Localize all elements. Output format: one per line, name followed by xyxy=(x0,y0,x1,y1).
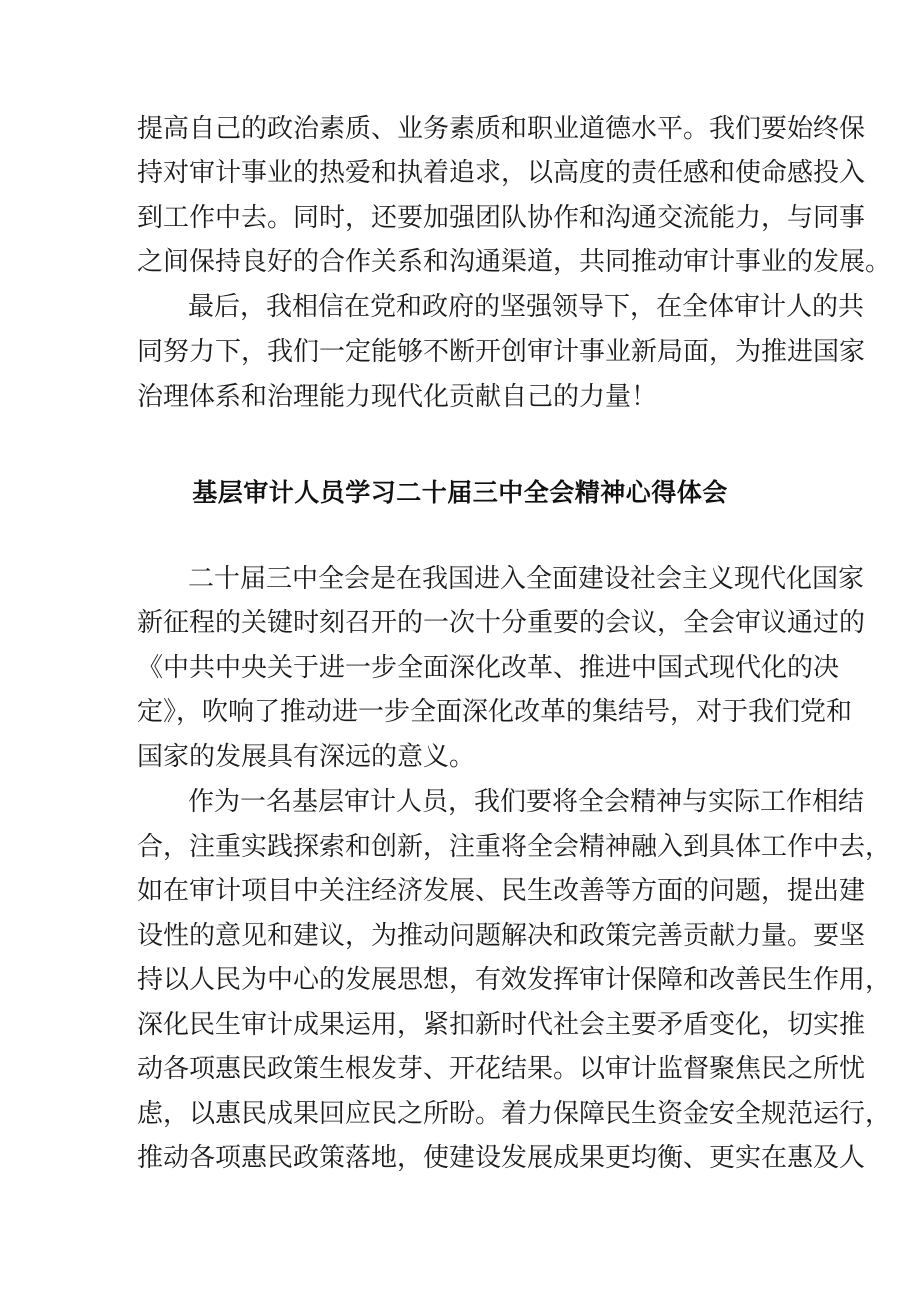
text-line: 持以人民为中心的发展思想，有效发挥审计保障和改善民生作用， xyxy=(137,965,892,995)
text-line: 《中共中央关于进一步全面深化改革、推进中国式现代化的决 xyxy=(137,653,840,683)
text-line: 定》，吹响了推动进一步全面深化改革的集结号，对于我们党和 xyxy=(137,697,853,727)
text-line: 如在审计项目中关注经济发展、民生改善等方面的问题，提出建 xyxy=(137,876,866,906)
document-title: 基层审计人员学习二十届三中全会精神心得体会 xyxy=(192,478,728,507)
text-line: 到工作中去。同时，还要加强团队协作和沟通交流能力，与同事 xyxy=(137,203,866,233)
text-line: 设性的意见和建议，为推动问题解决和政策完善贡献力量。要坚 xyxy=(137,921,866,951)
text-line: 持对审计事业的热爱和执着追求，以高度的责任感和使命感投入 xyxy=(137,158,866,188)
text-line: 动各项惠民政策生根发芽、开花结果。以审计监督聚焦民之所忧 xyxy=(137,1054,866,1084)
text-line: 新征程的关键时刻召开的一次十分重要的会议，全会审议通过的 xyxy=(137,608,866,638)
text-line: 国家的发展具有深远的意义。 xyxy=(137,742,476,772)
text-line: 同努力下，我们一定能够不断开创审计事业新局面，为推进国家 xyxy=(137,337,866,367)
text-line: 作为一名基层审计人员，我们要将全会精神与实际工作相结 xyxy=(188,787,865,817)
text-line: 合，注重实践探索和创新，注重将全会精神融入到具体工作中去， xyxy=(137,832,892,862)
text-line: 提高自己的政治素质、业务素质和职业道德水平。我们要始终保 xyxy=(137,114,866,144)
text-line: 推动各项惠民政策落地，使建设发展成果更均衡、更实在惠及人 xyxy=(137,1143,866,1173)
text-line: 最后，我相信在党和政府的坚强领导下，在全体审计人的共 xyxy=(188,292,865,322)
text-line: 治理体系和治理能力现代化贡献自己的力量！ xyxy=(137,382,658,412)
text-line: 之间保持良好的合作关系和沟通渠道，共同推动审计事业的发展。 xyxy=(137,247,892,277)
text-line: 虑，以惠民成果回应民之所盼。着力保障民生资金安全规范运行， xyxy=(137,1099,892,1129)
text-line: 二十届三中全会是在我国进入全面建设社会主义现代化国家 xyxy=(188,564,865,594)
text-line: 深化民生审计成果运用，紧扣新时代社会主要矛盾变化，切实推 xyxy=(137,1010,866,1040)
